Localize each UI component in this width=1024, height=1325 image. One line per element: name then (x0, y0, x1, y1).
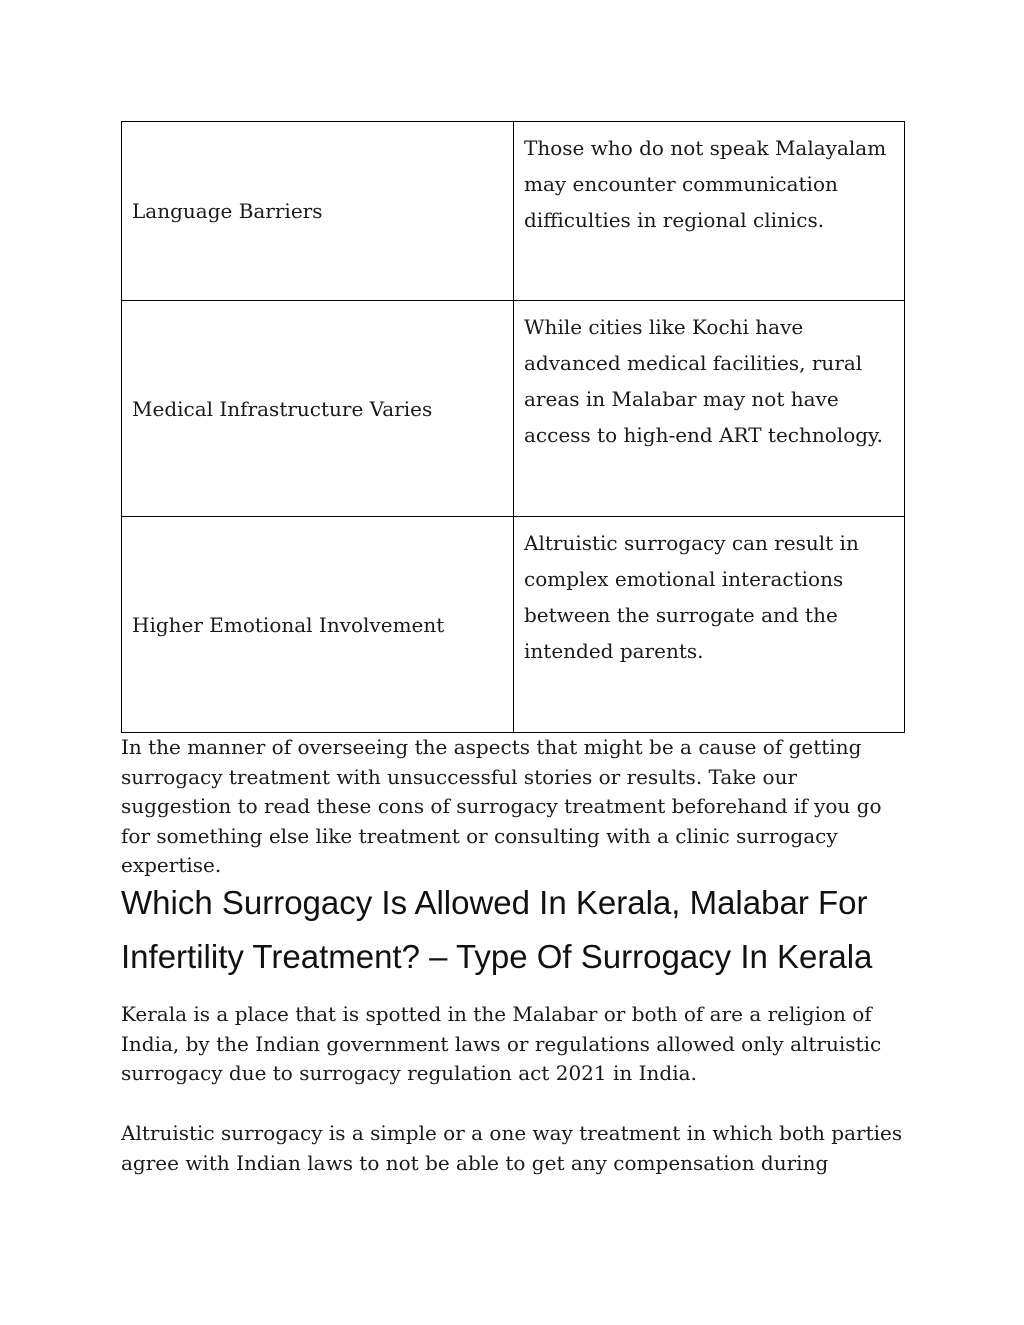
table-cell-detail: Altruistic surrogacy can result in complex emotional interactions between the surrogate and the intended parents. (514, 517, 905, 733)
kerala-paragraph: Kerala is a place that is spotted in the Malabar or both of are a religion of India, by the Indian government laws or regulations allowed only altruistic surrogacy due to surrogacy regulation act 2021 in India. (121, 1002, 882, 1085)
intro-paragraph: In the manner of overseeing the aspects that might be a cause of getting surrogacy treatment with unsuccessful stories or results. Take our suggestion to read these cons of surrogacy treatment beforehand if you go for something else like treatment or consulting with a clinic surrogacy expertise. (121, 735, 882, 877)
surrogacy-cons-table (121, 121, 905, 733)
table-cell-detail: Those who do not speak Malayalam may encounter communication difficulties in regional clinics. (514, 122, 905, 301)
table-row (122, 301, 905, 517)
table-cell-factor: Medical Infrastructure Varies (122, 301, 514, 517)
table-row (122, 517, 905, 733)
table-cell-factor: Language Barriers (122, 122, 514, 301)
table-cell-detail: While cities like Kochi have advanced medical facilities, rural areas in Malabar may not have access to high-end ART technology. (514, 301, 905, 517)
table-row (122, 122, 905, 301)
section-heading: Which Surrogacy Is Allowed In Kerala, Malabar For Infertility Treatment? – Type Of Surrogacy In Kerala (121, 884, 873, 975)
altruistic-surrogacy-paragraph: Altruistic surrogacy is a simple or a one way treatment in which both parties agree with Indian laws to not be able to get any compensation during (121, 1121, 903, 1175)
table-cell-factor: Higher Emotional Involvement (122, 517, 514, 733)
